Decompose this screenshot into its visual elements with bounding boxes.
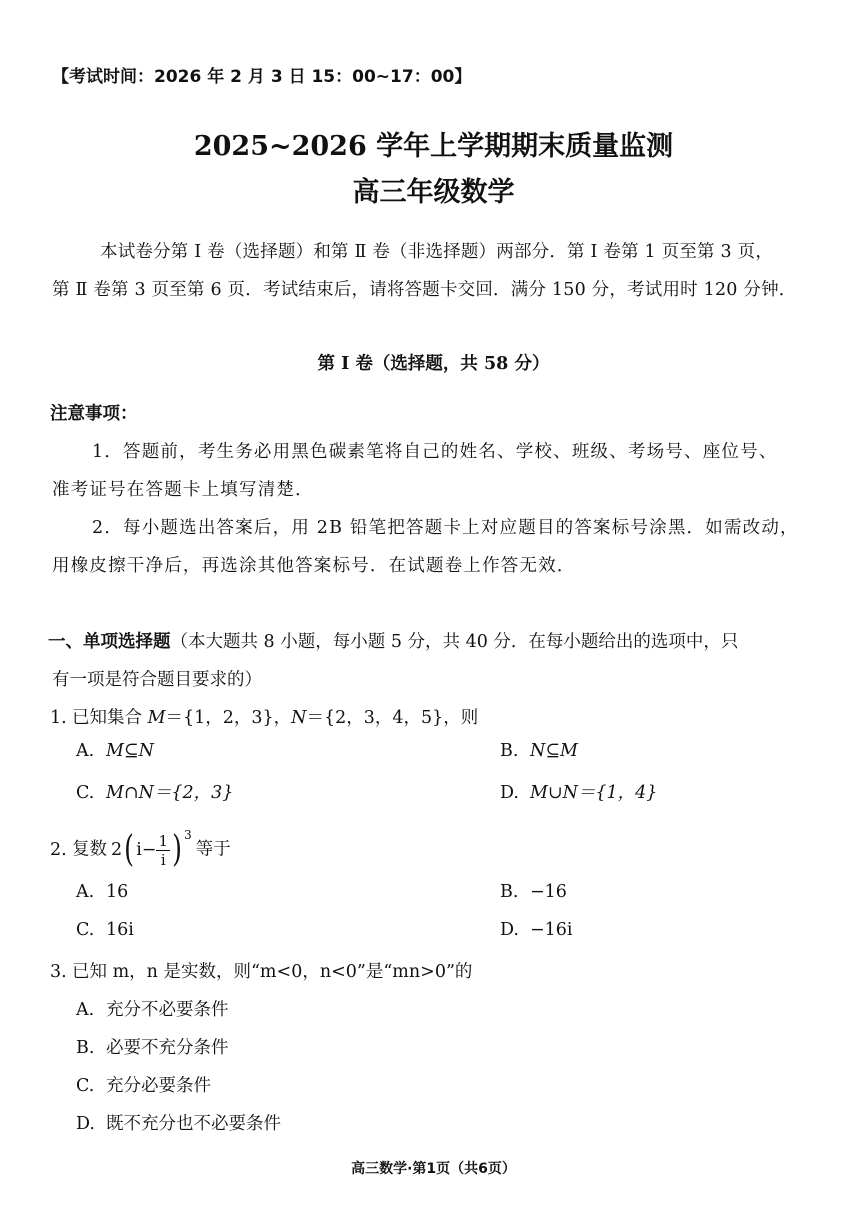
exam-title: 2025~2026 学年上学期期末质量监测 xyxy=(193,131,674,162)
volume-heading: 第 Ⅰ 卷（选择题，共 58 分） xyxy=(317,354,550,374)
section-label: 一、单项选择题 xyxy=(48,632,171,652)
page-footer: 高三数学·第1页（共6页） xyxy=(351,1161,516,1177)
notice-item-1: 1．答题前，考生务必用黑色碳素笔将自己的姓名、学校、班级、考场号、座位号、 xyxy=(92,442,778,462)
set-n: ＝{2，3，4，5}，则 xyxy=(306,708,479,728)
option-letter: B. xyxy=(500,882,519,902)
option-letter: C. xyxy=(76,783,95,803)
exam-subtitle: 高三年级数学 xyxy=(352,177,515,208)
option-text: −16 xyxy=(530,882,567,902)
option-text: M∩N＝{2，3} xyxy=(106,783,234,803)
fraction xyxy=(156,832,170,869)
fraction-denominator: i xyxy=(160,851,166,869)
question-1-option-a[interactable] xyxy=(76,741,154,761)
notice-title: 注意事项： xyxy=(50,404,138,424)
question-3-stem xyxy=(50,958,472,983)
intro-line-2: 第 Ⅱ 卷第 3 页至第 6 页．考试结束后，请将答题卡交回．满分 150 分，考试用时 120 分钟． xyxy=(52,280,797,300)
question-1-option-c[interactable] xyxy=(76,779,233,804)
option-letter: B. xyxy=(76,1038,95,1058)
minus-sign: − xyxy=(141,840,157,860)
fraction-numerator: 1 xyxy=(158,832,169,850)
option-text: 既不充分也不必要条件 xyxy=(106,1114,281,1134)
question-1-option-d[interactable] xyxy=(500,779,657,804)
stem-text: 复数 xyxy=(72,839,107,860)
left-paren: ( xyxy=(124,829,135,870)
coefficient: 2 xyxy=(111,840,123,860)
question-2-option-b[interactable] xyxy=(500,882,567,902)
question-2-option-d[interactable] xyxy=(500,920,573,940)
option-text: 充分必要条件 xyxy=(106,1076,211,1096)
option-text: 16i xyxy=(106,920,134,940)
imag-unit: i xyxy=(136,840,142,860)
question-2-option-a[interactable] xyxy=(76,882,128,902)
question-3-option-a[interactable] xyxy=(76,996,229,1021)
stem-text: 等于 xyxy=(195,839,231,860)
section-desc-cont: 有一项是符合题目要求的） xyxy=(52,670,262,690)
notice-item-1-cont: 准考证号在答题卡上填写清楚． xyxy=(52,480,314,500)
option-letter: D. xyxy=(500,783,519,803)
set-m: ＝{1，2，3}， xyxy=(165,708,292,728)
question-3-option-c[interactable] xyxy=(76,1072,211,1097)
option-text: 16 xyxy=(106,882,129,902)
option-letter: D. xyxy=(76,1114,95,1134)
intro-line-1: 本试卷分第 Ⅰ 卷（选择题）和第 Ⅱ 卷（非选择题）两部分．第 Ⅰ 卷第 1 页至第 3 页， xyxy=(100,242,774,262)
option-letter: C. xyxy=(76,1076,95,1096)
option-letter: C. xyxy=(76,920,95,940)
option-letter: D. xyxy=(500,920,519,940)
complex-expression xyxy=(111,830,192,870)
notice-item-2: 2．每小题选出答案后，用 2B 铅笔把答题卡上对应题目的答案标号涂黑．如需改动， xyxy=(92,518,799,538)
option-letter: A. xyxy=(76,882,95,902)
option-text: M⊆N xyxy=(106,741,154,761)
option-letter: A. xyxy=(76,741,95,761)
question-2-stem xyxy=(50,830,231,870)
question-1-stem xyxy=(50,704,478,729)
question-2-option-c[interactable] xyxy=(76,920,134,940)
option-text: 必要不充分条件 xyxy=(106,1038,229,1058)
option-letter: A. xyxy=(76,1000,95,1020)
question-number: 1. xyxy=(50,708,67,728)
section-desc: （本大题共 8 小题，每小题 5 分，共 40 分．在每小题给出的选项中，只 xyxy=(170,632,739,652)
exam-time: 【考试时间：2026 年 2 月 3 日 15：00~17：00】 xyxy=(52,67,472,87)
right-paren: ) xyxy=(172,829,182,870)
notice-item-2-cont: 用橡皮擦干净后，再选涂其他答案标号．在试题卷上作答无效． xyxy=(52,556,576,576)
math-var: N xyxy=(291,708,307,728)
question-number: 2. xyxy=(50,839,67,860)
exponent: 3 xyxy=(184,828,192,842)
question-1-option-b[interactable] xyxy=(500,741,578,761)
question-3-option-d[interactable] xyxy=(76,1110,281,1135)
option-text: M∪N＝{1，4} xyxy=(530,783,658,803)
stem-text: 已知 m，n 是实数，则“m<0，n<0”是“mn>0”的 xyxy=(72,962,473,982)
question-number: 3. xyxy=(50,962,67,982)
option-letter: B. xyxy=(500,741,519,761)
math-var: M xyxy=(147,708,166,728)
section-heading xyxy=(48,628,738,653)
option-text: N⊆M xyxy=(530,741,578,761)
option-text: −16i xyxy=(530,920,573,940)
stem-text: 已知集合 xyxy=(72,708,148,728)
option-text: 充分不必要条件 xyxy=(106,1000,229,1020)
question-3-option-b[interactable] xyxy=(76,1034,229,1059)
